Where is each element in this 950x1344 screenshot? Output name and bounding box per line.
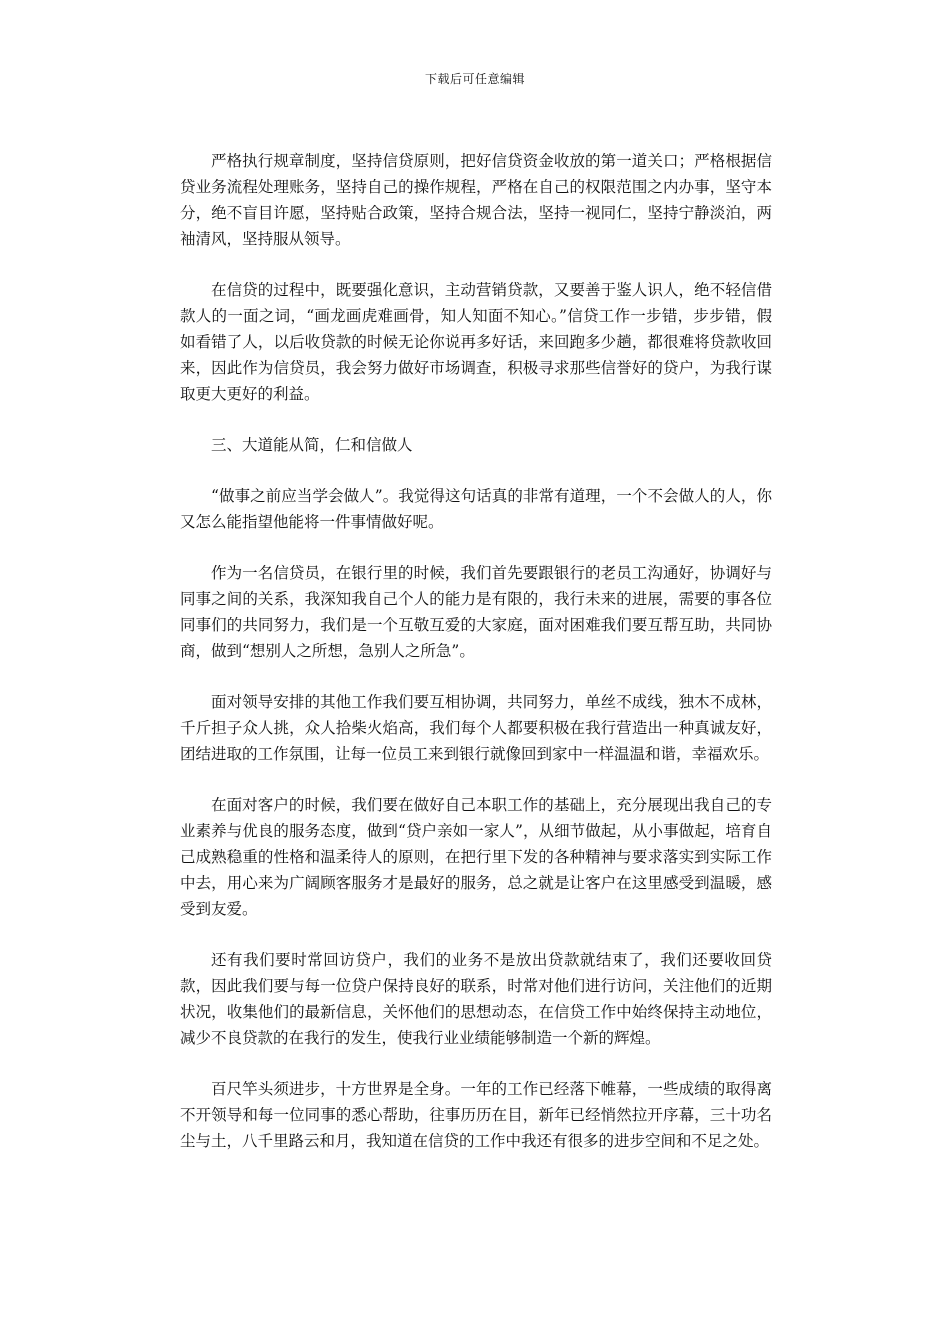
section-heading: 三、大道能从简，仁和信做人: [211, 436, 413, 454]
paragraph-follow-up: 还有我们要时常回访贷户，我们的业务不是放出贷款就结束了，我们还要收回贷款，因此我们要与每一位贷户保持良好的联系，时常对他们进行访问，关注他们的近期状况，收集他们的最新信息，关怀他们的思想动态，在信贷工作中始终保持主动地位，减少不良贷款的在我行的发生，使我行业业绩能够制造一个新的辉煌。: [180, 951, 772, 1047]
page-header: 下载后可任意编辑: [424, 72, 525, 86]
paragraph-credit-process: 在信贷的过程中，既要强化意识，主动营销贷款，又要善于鉴人识人，绝不轻信借款人的一面之词，“画龙画虎难画骨，知人知面不知心。”信贷工作一步错，步步错，假如看错了人，以后收贷款的时候无论你说再多好话，来回跑多少趟，都很难将贷款收回来，因此作为信贷员，我会努力做好市场调查，积极寻求那些信誉好的贷户，为我行谋取更大更好的利益。: [180, 281, 772, 403]
paragraph-discipline: 严格执行规章制度，坚持信贷原则，把好信贷资金收放的第一道关口；严格根据信贷业务流程处理账务，坚持自己的操作规程，严格在自己的权限范围之内办事，坚守本分，绝不盲目许愿，坚持贴合政策，坚持合规合法，坚持一视同仁，坚持宁静淡泊，两袖清风，坚持服从领导。: [180, 152, 772, 248]
document-body: [180, 148, 772, 1179]
paragraph-colleagues: 作为一名信贷员，在银行里的时候，我们首先要跟银行的老员工沟通好，协调好与同事之间的关系，我深知我自己个人的能力是有限的，我行未来的进展，需要的事各位同事们的共同努力，我们是一个互敬互爱的大家庭，面对困难我们要互帮互助，共同协商，做到“想别人之所想，急别人之所急”。: [180, 564, 772, 660]
paragraph-customers: 在面对客户的时候，我们要在做好自己本职工作的基础上，充分展现出我自己的专业素养与优良的服务态度，做到“贷户亲如一家人”，从细节做起，从小事做起，培育自己成熟稳重的性格和温柔待人的原则，在把行里下发的各种精神与要求落实到实际工作中去，用心来为广阔顾客服务才是最好的服务，总之就是让客户在这里感受到温暖，感受到友爱。: [180, 796, 772, 918]
paragraph-be-a-person: “做事之前应当学会做人”。我觉得这句话真的非常有道理，一个不会做人的人，你又怎么能指望他能将一件事情做好呢。: [180, 487, 772, 531]
paragraph-conclusion: 百尺竿头须进步，十方世界是全身。一年的工作已经落下帷幕，一些成绩的取得离不开领导和每一位同事的悉心帮助，往事历历在目，新年已经悄然拉开序幕，三十功名尘与土，八千里路云和月，我知道在信贷的工作中我还有很多的进步空间和不足之处。: [180, 1080, 772, 1150]
paragraph-teamwork: 面对领导安排的其他工作我们要互相协调，共同努力，单丝不成线，独木不成林，千斤担子众人挑，众人拾柴火焰高，我们每个人都要积极在我行营造出一种真诚友好，团结进取的工作氛围，让每一位员工来到银行就像回到家中一样温温和谐，幸福欢乐。: [180, 693, 772, 763]
